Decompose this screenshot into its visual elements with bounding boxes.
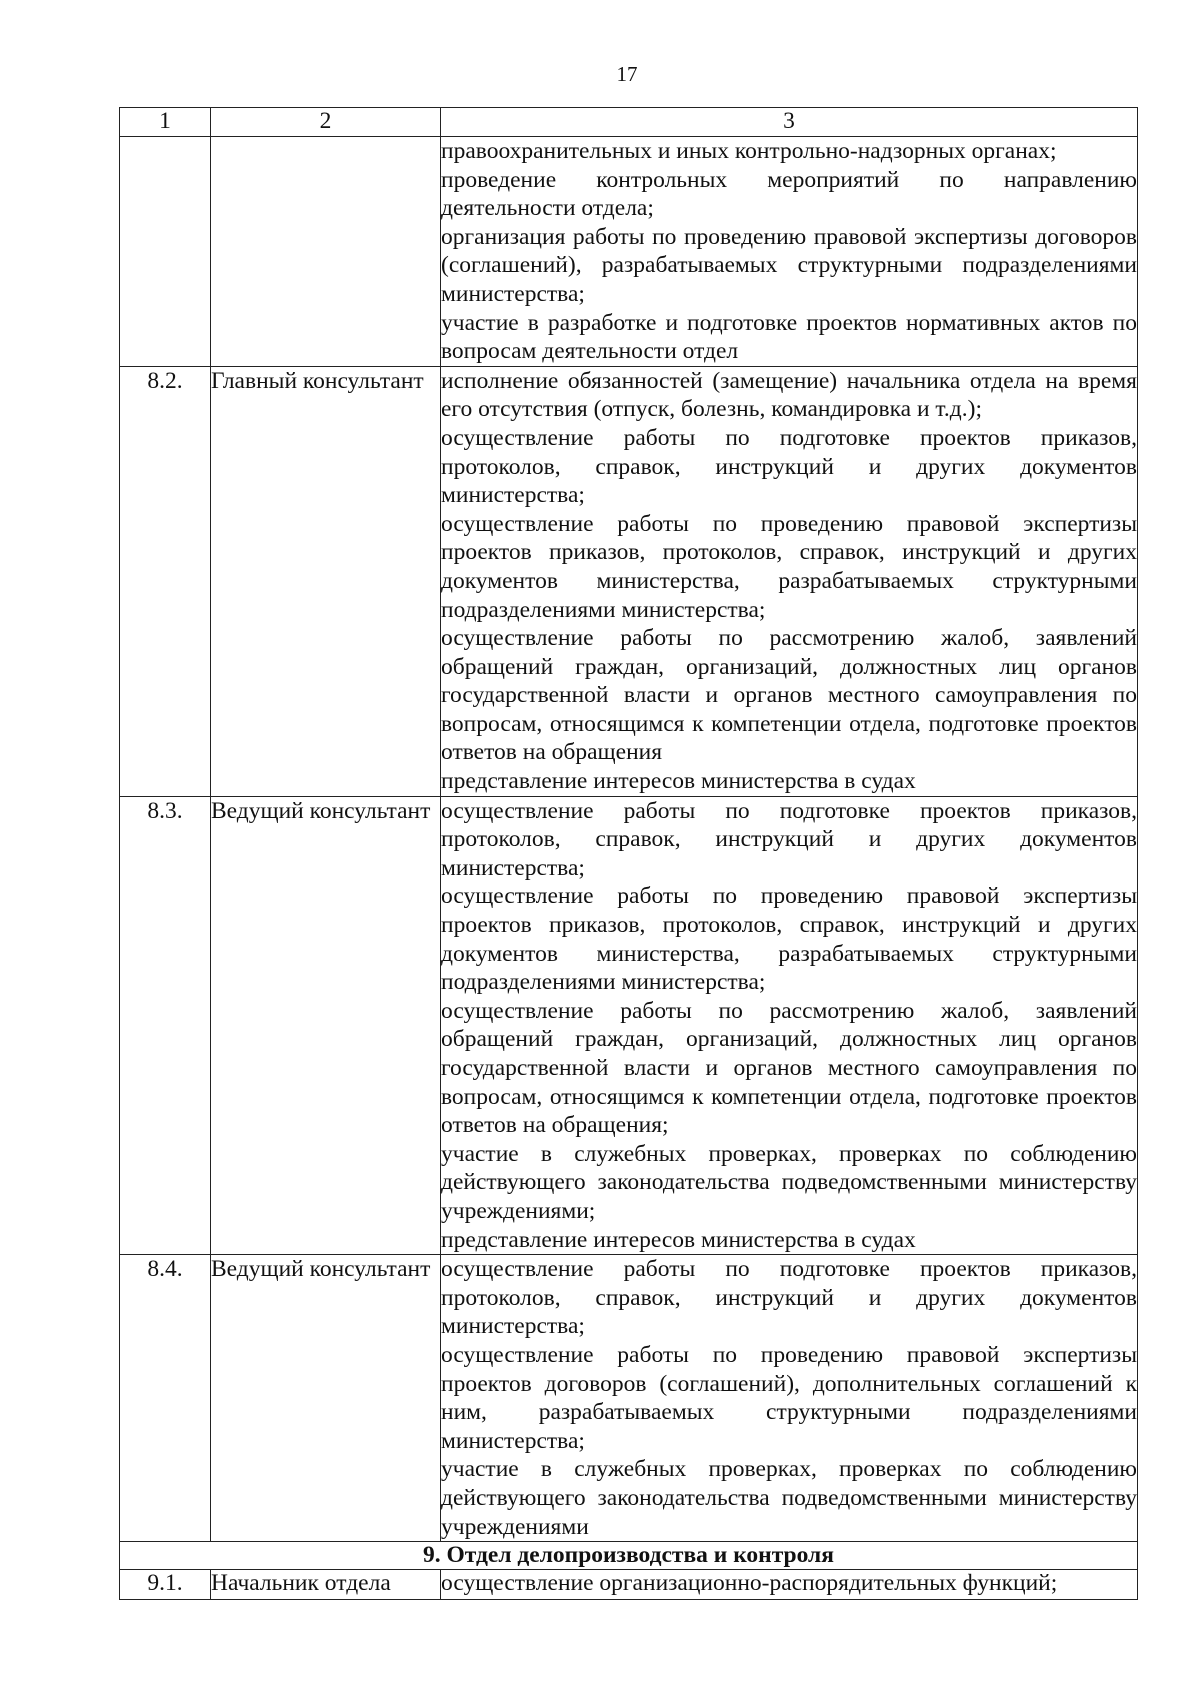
- row-number: 9.1.: [120, 1570, 211, 1600]
- column-header-1: 1: [120, 108, 211, 137]
- duty-item: участие в служебных проверках, проверках по соблюдению действующего законодательства подведомственными министерству учреждениями;: [441, 1140, 1137, 1224]
- duty-item: осуществление работы по подготовке проектов приказов, протоколов, справок, инструкций и других документов министерства;: [441, 1256, 1137, 1340]
- row-number: 8.4.: [120, 1255, 211, 1542]
- duty-item: правоохранительных и иных контрольно-надзорных органах;: [441, 138, 1057, 164]
- duty-item: осуществление работы по рассмотрению жалоб, заявлений обращений граждан, организаций, должностных лиц органов государственной власти и органов местного самоуправления по вопросам, относящимся к компетенции отдела, подготовке проектов ответов на обращения;: [441, 997, 1137, 1139]
- duty-item: организация работы по проведению правовой экспертизы договоров (соглашений), разрабатываемых структурными подразделениями министерства;: [441, 223, 1137, 307]
- row-duties: [441, 137, 1138, 367]
- row-duties: [441, 1255, 1138, 1542]
- duty-item: осуществление работы по подготовке проектов приказов, протоколов, справок, инструкций и других документов министерства;: [441, 797, 1137, 881]
- duty-item: участие в разработке и подготовке проектов нормативных актов по вопросам деятельности отдел: [441, 309, 1137, 365]
- duty-item: проведение контрольных мероприятий по направлению деятельности отдела;: [441, 166, 1137, 222]
- table-row-8-4: [120, 1255, 1138, 1542]
- duty-item: осуществление работы по рассмотрению жалоб, заявлений обращений граждан, организаций, должностных лиц органов государственной власти и органов местного самоуправления по вопросам, относящимся к компетенции отдела, подготовке проектов ответов на обращения: [441, 625, 1137, 766]
- row-duties: [441, 366, 1138, 796]
- duty-item: участие в служебных проверках, проверках по соблюдению действующего законодательства подведомственными министерству учреждениями: [441, 1456, 1137, 1540]
- row-duties: [441, 796, 1138, 1255]
- table-header-row: [120, 108, 1138, 137]
- table-row-8-3: [120, 796, 1138, 1255]
- row-position: [211, 137, 441, 367]
- row-duties: [441, 1570, 1138, 1600]
- duty-item: представление интересов министерства в судах: [441, 1226, 916, 1253]
- duty-item: осуществление работы по подготовке проектов приказов, протоколов, справок, инструкций и других документов министерства;: [441, 424, 1137, 509]
- row-number: 8.2.: [120, 366, 211, 796]
- duty-item: исполнение обязанностей (замещение) начальника отдела на время его отсутствия (отпуск, болезнь, командировка и т.д.);: [441, 367, 1137, 423]
- duty-item: осуществление работы по проведению правовой экспертизы проектов приказов, протоколов, справок, инструкций и других документов министерства, разрабатываемых структурными подразделениями министерства;: [441, 883, 1137, 996]
- section-title: 9. Отдел делопроизводства и контроля: [120, 1542, 1138, 1570]
- column-header-3: 3: [441, 108, 1138, 137]
- duty-item: осуществление организационно-распорядительных функций;: [441, 1570, 1058, 1597]
- row-position: Начальник отдела: [211, 1570, 441, 1600]
- row-position: Ведущий консультант: [211, 1255, 441, 1542]
- duty-item: осуществление работы по проведению правовой экспертизы проектов приказов, протоколов, справок, инструкций и других документов министерства, разрабатываемых структурными подразделениями министерства;: [441, 510, 1137, 623]
- column-header-2: 2: [211, 108, 441, 137]
- page-number: 17: [616, 62, 638, 86]
- table-row-8-2: [120, 366, 1138, 796]
- section-row: [120, 1542, 1138, 1570]
- table-row-9-1: [120, 1570, 1138, 1600]
- row-number: 8.3.: [120, 796, 211, 1255]
- duty-item: осуществление работы по проведению правовой экспертизы проектов договоров (соглашений), дополнительных соглашений к ним, разрабатываемых структурными подразделениями министерства;: [441, 1341, 1137, 1454]
- table-row-continuation: [120, 137, 1138, 367]
- duty-item: представление интересов министерства в судах: [441, 768, 916, 795]
- row-number: [120, 137, 211, 367]
- duties-table: [119, 107, 1138, 1600]
- row-position: Главный консультант: [211, 366, 441, 796]
- row-position: Ведущий консультант: [211, 796, 441, 1255]
